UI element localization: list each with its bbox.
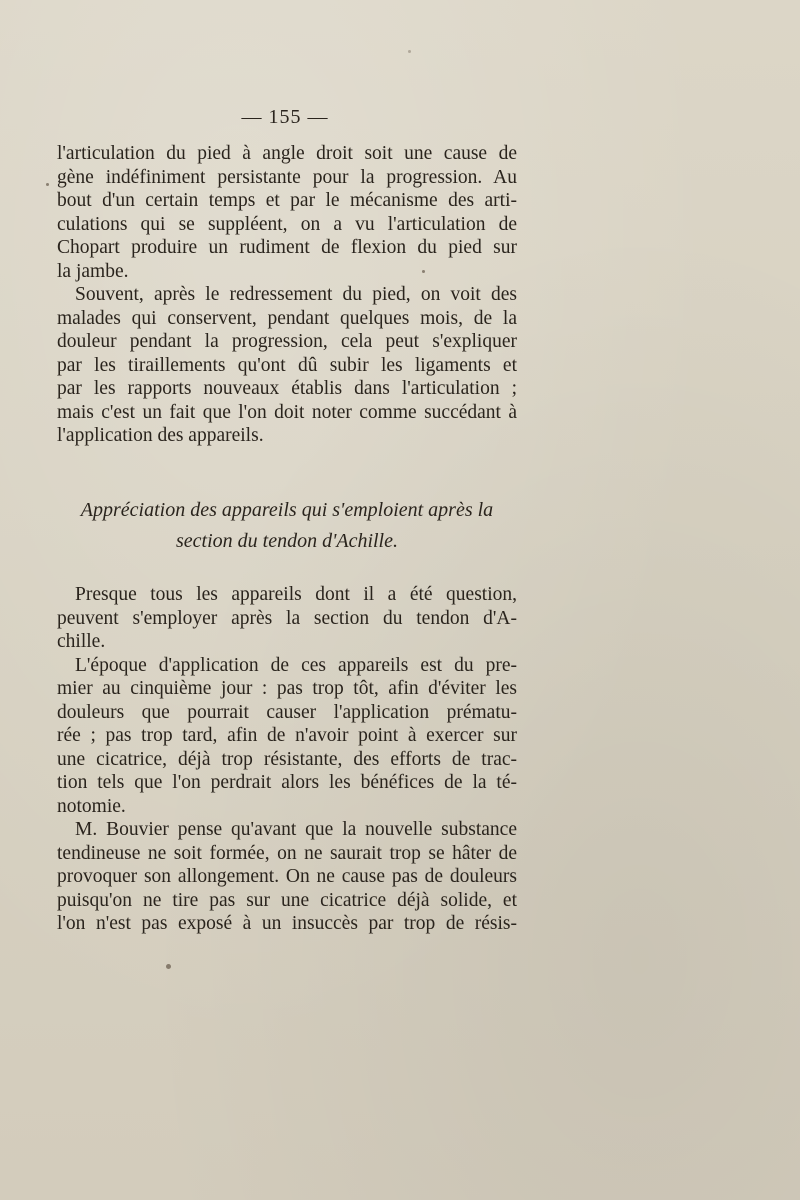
text-line: bout d'un certain temps et par le mécanisme des arti-	[57, 190, 517, 211]
text-line: L'époque d'application de ces appareils est du pre-	[75, 654, 517, 676]
text-line: l'application des appareils.	[57, 425, 264, 446]
text-line: mier au cinquième jour : pas trop tôt, afin d'éviter les	[57, 678, 517, 699]
text-line: gène indéfiniment persistante pour la progression. Au	[57, 166, 517, 188]
text-line: provoquer son allongement. On ne cause pas de douleurs	[57, 866, 517, 887]
text-line: Chopart produire un rudiment de flexion du pied sur	[57, 237, 517, 258]
page-number: — 155 —	[241, 106, 329, 128]
text-line: puisqu'on ne tire pas sur une cicatrice déjà solide, et	[57, 889, 517, 911]
text-line: une cicatrice, déjà trop résistante, des efforts de trac-	[57, 748, 517, 770]
ink-spot	[166, 964, 171, 969]
text-line: l'on n'est pas exposé à un insuccès par trop de résis-	[57, 913, 517, 934]
text-line: peuvent s'employer après la section du tendon d'A-	[57, 607, 517, 629]
text-line: la jambe.	[57, 260, 129, 282]
text-line: par les tiraillements qu'ont dû subir les ligaments et	[57, 354, 517, 376]
ink-spot	[408, 50, 411, 53]
text-line: douleur pendant la progression, cela peut s'expliquer	[57, 331, 517, 352]
text-line: notomie.	[57, 795, 126, 817]
text-line: mais c'est un fait que l'on doit noter comme succédant à	[57, 401, 517, 423]
section-title	[57, 495, 517, 557]
text-line: chille.	[57, 631, 106, 652]
paragraph-block-1	[57, 142, 517, 448]
text-line: malades qui conservent, pendant quelques mois, de la	[57, 307, 517, 329]
section-title-line: section du tendon d'Achille.	[175, 530, 398, 552]
section-title-line: Appréciation des appareils qui s'emploient après la	[80, 499, 494, 521]
text-line: Souvent, après le redressement du pied, on voit des	[75, 284, 517, 305]
paragraph-block-2	[57, 583, 517, 936]
text-line: tendineuse ne soit formée, on ne saurait trop se hâter de	[57, 842, 517, 864]
text-line: tion tels que l'on perdrait alors les bénéfices de la té-	[57, 772, 517, 793]
text-line: rée ; pas trop tard, afin de n'avoir point à exercer sur	[57, 725, 517, 746]
text-line: culations qui se suppléent, on a vu l'articulation de	[57, 213, 517, 235]
ink-spot	[46, 183, 49, 186]
text-line: Presque tous les appareils dont il a été question,	[75, 584, 517, 605]
text-line: par les rapports nouveaux établis dans l'articulation ;	[57, 378, 517, 399]
text-line: l'articulation du pied à angle droit soit une cause de	[57, 143, 517, 164]
text-line: M. Bouvier pense qu'avant que la nouvelle substance	[75, 819, 517, 840]
text-line: douleurs que pourrait causer l'application prématu-	[57, 701, 517, 723]
